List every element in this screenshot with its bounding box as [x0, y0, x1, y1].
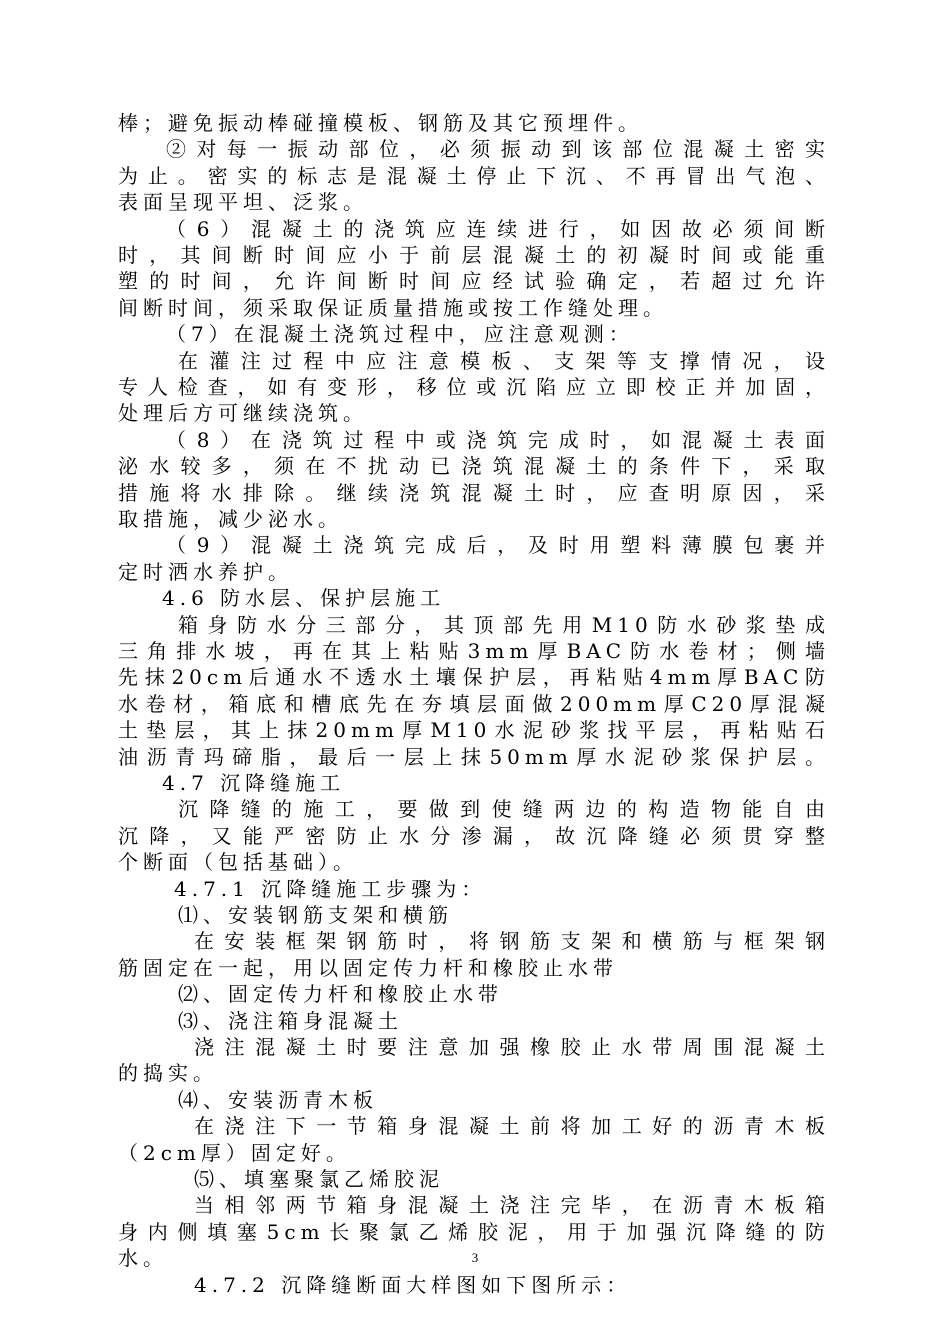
text-line: 个断面（包括基础）。 — [118, 850, 358, 875]
text-line: （2cm厚）固定好。 — [118, 1140, 351, 1165]
text-line: 4.6 防水层、保护层施工 — [162, 586, 446, 611]
text-line: 箱身防水分三部分，其顶部先用M10防水砂浆垫成 — [178, 612, 830, 637]
text-line: （6）混凝土的浇筑应连续进行，如因故必须间断 — [166, 216, 830, 241]
text-line: 专人检查，如有变形，移位或沉陷应立即校正并加固， — [118, 375, 830, 399]
text-line: 棒；避免振动棒碰撞模板、钢筋及其它预埋件。 — [118, 111, 643, 135]
text-line: 沉降缝的施工，要做到使缝两边的构造物能自由 — [178, 797, 830, 822]
text-line: （8）在浇筑过程中或浇筑完成时，如混凝土表面 — [166, 427, 830, 452]
text-line: 在安装框架钢筋时，将钢筋支架和横筋与框架钢 — [194, 929, 830, 954]
text-line: 当相邻两节箱身混凝土浇注完毕，在沥青木板箱 — [194, 1193, 830, 1218]
text-line: 4.7.1 沉降缝施工步骤为： — [174, 876, 487, 901]
text-line: 身内侧填塞5cm长聚氯乙烯胶泥，用于加强沉降缝的防 — [118, 1219, 830, 1244]
text-line: 4.7.2 沉降缝断面大样图如下图所示： — [194, 1272, 632, 1297]
text-line: 取措施，减少泌水。 — [118, 507, 343, 531]
page-number: 3 — [471, 1250, 479, 1265]
text-line: 在浇注下一节箱身混凝土前将加工好的沥青木板 — [194, 1114, 830, 1139]
text-line: （7）在混凝土浇筑过程中，应注意观测： — [166, 322, 634, 347]
text-line: 先抹20cm后通水不透水土壤保护层，再粘贴4mm厚BAC防 — [118, 665, 830, 690]
text-line: 塑的时间，允许间断时间应经试验确定，若超过允许 — [118, 269, 830, 294]
text-line: ⑸、填塞聚氯乙烯胶泥 — [194, 1167, 444, 1191]
text-line: ⑵、固定传力杆和橡胶止水带 — [178, 982, 503, 1007]
text-line: 时，其间断时间应小于前层混凝土的初凝时间或能重 — [118, 243, 830, 267]
text-line: 土垫层，其上抹20mm厚M10水泥砂浆找平层，再粘贴石 — [118, 718, 830, 743]
text-line: ⑴、安装钢筋支架和横筋 — [178, 903, 453, 927]
text-line: 的捣实。 — [118, 1061, 218, 1086]
text-line: ②对每一振动部位，必须振动到该部位混凝土密实 — [166, 137, 830, 162]
text-line: 泌水较多，须在不扰动已浇筑混凝土的条件下，采取 — [118, 454, 830, 479]
text-line: 为止。密实的标志是混凝土停止下沉、不再冒出气泡、 — [118, 163, 830, 188]
text-line: 油沥青玛碲脂，最后一层上抹50mm厚水泥砂浆保护层。 — [118, 744, 830, 769]
text-line: 4.7 沉降缝施工 — [162, 771, 346, 795]
text-line: （9）混凝土浇筑完成后，及时用塑料薄膜包裹并 — [166, 533, 830, 558]
text-line: 三角排水坡，再在其上粘贴3mm厚BAC防水卷材；侧墙 — [118, 639, 830, 663]
text-line: ⑶、浇注箱身混凝土 — [178, 1008, 403, 1033]
text-line: 浇注混凝土时要注意加强橡胶止水带周围混凝土 — [194, 1035, 830, 1059]
text-line: 间断时间，须采取保证质量措施或按工作缝处理。 — [118, 295, 668, 320]
text-line: 水。 — [118, 1246, 168, 1271]
text-line: 水卷材，箱底和槽底先在夯填层面做200mm厚C20厚混凝 — [118, 691, 830, 716]
text-line: 沉降，又能严密防止水分渗漏，故沉降缝必须贯穿整 — [118, 823, 830, 848]
text-line: 在灌注过程中应注意模板、支架等支撑情况，设 — [178, 348, 830, 373]
text-line: ⑷、安装沥青木板 — [178, 1087, 378, 1112]
text-line: 筋固定在一起，用以固定传力杆和橡胶止水带 — [118, 955, 618, 980]
text-line: 表面呈现平坦、泛浆。 — [118, 190, 368, 215]
text-line: 处理后方可继续浇筑。 — [118, 401, 368, 426]
text-line: 定时洒水养护。 — [118, 559, 293, 584]
text-line: 措施将水排除。继续浇筑混凝土时，应查明原因，采 — [118, 480, 830, 505]
